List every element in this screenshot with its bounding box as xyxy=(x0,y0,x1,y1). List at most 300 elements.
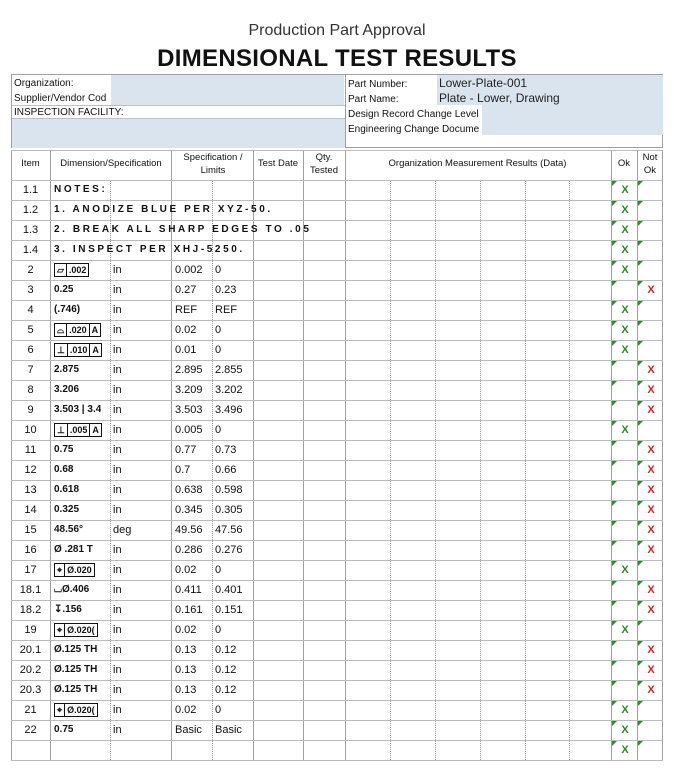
row-dimension xyxy=(54,623,98,637)
row-item-number: 1.2 xyxy=(22,204,39,216)
comment-indicator-icon xyxy=(612,241,617,246)
ok-checkbox[interactable] xyxy=(612,541,637,560)
ok-mark: X xyxy=(621,564,629,576)
not-ok-checkbox[interactable] xyxy=(638,621,662,640)
gdt-symbol-icon: ⊥ xyxy=(55,424,68,436)
not-ok-checkbox[interactable] xyxy=(638,741,662,760)
not-ok-mark: X xyxy=(647,284,655,296)
table-row xyxy=(11,700,663,720)
not-ok-mark: X xyxy=(647,504,655,516)
row-item-number: 12 xyxy=(24,464,37,476)
comment-indicator-icon xyxy=(612,261,617,266)
comment-indicator-icon xyxy=(638,481,643,486)
row-upper-limit: 0.02 xyxy=(175,624,197,636)
row-unit: in xyxy=(113,284,122,296)
gdt-symbol-icon: ⌖ xyxy=(55,704,65,716)
row-item-number: 1.3 xyxy=(22,224,39,236)
table-row xyxy=(11,560,663,580)
comment-indicator-icon xyxy=(612,641,617,646)
comment-indicator-icon xyxy=(638,461,643,466)
row-upper-limit: 3.503 xyxy=(175,404,203,416)
comment-indicator-icon xyxy=(612,361,617,366)
row-unit: in xyxy=(113,404,122,416)
row-upper-limit: 0.02 xyxy=(175,704,197,716)
comment-indicator-icon xyxy=(612,501,617,506)
fcf-value: .002 xyxy=(68,265,87,275)
not-ok-checkbox[interactable] xyxy=(638,461,662,480)
organization-label: Organization: xyxy=(14,78,74,89)
part-number-label: Part Number: xyxy=(348,79,408,90)
table-row xyxy=(11,680,663,700)
comment-indicator-icon xyxy=(612,401,617,406)
not-ok-checkbox[interactable] xyxy=(638,501,662,520)
not-ok-mark: X xyxy=(647,524,655,536)
ok-checkbox[interactable] xyxy=(612,181,637,200)
fcf-value: .010 xyxy=(68,344,91,356)
table-row xyxy=(11,620,663,640)
ok-checkbox[interactable] xyxy=(612,241,637,260)
row-unit: in xyxy=(113,264,122,276)
row-unit: in xyxy=(113,584,122,596)
row-item-number: 5 xyxy=(27,324,34,336)
row-item-number: 1.4 xyxy=(22,244,39,256)
row-unit: in xyxy=(113,724,122,736)
row-unit: in xyxy=(113,444,122,456)
comment-indicator-icon xyxy=(612,661,617,666)
not-ok-checkbox[interactable] xyxy=(638,681,662,700)
not-ok-checkbox[interactable] xyxy=(638,421,662,440)
row-upper-limit: 0.638 xyxy=(175,484,203,496)
not-ok-checkbox[interactable] xyxy=(638,441,662,460)
table-row xyxy=(11,500,663,520)
table-row xyxy=(11,540,663,560)
not-ok-checkbox[interactable] xyxy=(638,361,662,380)
part-name-value: Plate - Lower, Drawing xyxy=(439,91,560,105)
ok-mark: X xyxy=(621,344,629,356)
comment-indicator-icon xyxy=(612,481,617,486)
feature-control-frame xyxy=(54,423,102,437)
row-unit: in xyxy=(113,484,122,496)
row-dimension: (.746) xyxy=(54,304,81,315)
comment-indicator-icon xyxy=(638,221,643,226)
row-dimension: ⌴Ø.406 xyxy=(54,584,90,595)
comment-indicator-icon xyxy=(638,401,643,406)
not-ok-checkbox[interactable] xyxy=(638,181,662,200)
not-ok-mark: X xyxy=(647,364,655,376)
row-item-number: 14 xyxy=(24,504,37,516)
comment-indicator-icon xyxy=(638,721,643,726)
col-header-dimension: Dimension/Specification xyxy=(60,158,162,169)
not-ok-mark: X xyxy=(647,484,655,496)
row-item-number: 15 xyxy=(24,524,37,536)
row-upper-limit: Basic xyxy=(175,724,202,736)
table-row xyxy=(11,460,663,480)
row-upper-limit: 0.13 xyxy=(175,684,197,696)
row-lower-limit: 0.66 xyxy=(215,464,237,476)
not-ok-checkbox[interactable] xyxy=(638,561,662,580)
row-upper-limit: 0.02 xyxy=(175,564,197,576)
not-ok-checkbox[interactable] xyxy=(638,241,662,260)
row-unit: in xyxy=(113,384,122,396)
gdt-symbol-icon: ⏥ xyxy=(55,264,67,276)
fcf-value: A xyxy=(91,325,99,335)
row-upper-limit: 0.01 xyxy=(175,344,197,356)
row-unit: in xyxy=(113,704,122,716)
table-row xyxy=(11,440,663,460)
comment-indicator-icon xyxy=(638,181,643,186)
not-ok-checkbox[interactable] xyxy=(638,701,662,720)
comment-indicator-icon xyxy=(612,281,617,286)
comment-indicator-icon xyxy=(612,461,617,466)
not-ok-mark: X xyxy=(647,664,655,676)
table-row xyxy=(11,480,663,500)
table-row xyxy=(11,180,663,200)
gdt-symbol-icon: ⊥ xyxy=(55,344,68,356)
comment-indicator-icon xyxy=(612,321,617,326)
row-upper-limit: 0.02 xyxy=(175,324,197,336)
comment-indicator-icon xyxy=(638,621,643,626)
table-row xyxy=(11,240,663,260)
row-upper-limit: 0.286 xyxy=(175,544,203,556)
not-ok-checkbox[interactable] xyxy=(638,401,662,420)
feature-control-frame xyxy=(54,563,95,577)
not-ok-checkbox[interactable] xyxy=(638,381,662,400)
not-ok-checkbox[interactable] xyxy=(638,281,662,300)
ok-checkbox[interactable] xyxy=(612,361,637,380)
engineering-change-label: Engineering Change Docume xyxy=(348,124,480,135)
comment-indicator-icon xyxy=(638,641,643,646)
organization-field[interactable] xyxy=(111,75,344,105)
ok-checkbox[interactable] xyxy=(612,581,637,600)
feature-control-frame xyxy=(54,703,98,717)
ok-checkbox[interactable] xyxy=(612,621,637,640)
row-dimension xyxy=(54,343,102,357)
ok-checkbox[interactable] xyxy=(612,401,637,420)
row-lower-limit: REF xyxy=(215,304,237,316)
row-dimension xyxy=(54,263,89,277)
not-ok-mark: X xyxy=(647,444,655,456)
ok-mark: X xyxy=(621,744,629,756)
comment-indicator-icon xyxy=(638,581,643,586)
row-lower-limit: 3.496 xyxy=(215,404,243,416)
ok-checkbox[interactable] xyxy=(612,341,637,360)
header-divider xyxy=(345,75,346,148)
comment-indicator-icon xyxy=(638,601,643,606)
comment-indicator-icon xyxy=(612,581,617,586)
comment-indicator-icon xyxy=(612,421,617,426)
table-row xyxy=(11,280,663,300)
not-ok-checkbox[interactable] xyxy=(638,301,662,320)
row-unit: in xyxy=(113,644,122,656)
row-unit: in xyxy=(113,464,122,476)
row-dimension: ↧.156 xyxy=(54,604,82,615)
ok-checkbox[interactable] xyxy=(612,261,637,280)
comment-indicator-icon xyxy=(612,341,617,346)
comment-indicator-icon xyxy=(612,441,617,446)
row-item-number: 11 xyxy=(24,444,37,456)
feature-control-frame xyxy=(54,263,89,277)
row-lower-limit: 0 xyxy=(215,704,222,716)
row-dimension xyxy=(54,703,98,717)
row-unit: in xyxy=(113,604,122,616)
comment-indicator-icon xyxy=(638,261,643,266)
row-dimension: NOTES: xyxy=(54,184,108,195)
gdt-symbol-icon: ⌓ xyxy=(55,324,67,336)
row-unit: in xyxy=(113,504,122,516)
ok-checkbox[interactable] xyxy=(612,461,637,480)
not-ok-checkbox[interactable] xyxy=(638,541,662,560)
ok-checkbox[interactable] xyxy=(612,381,637,400)
inspection-facility-field[interactable] xyxy=(12,118,345,148)
row-upper-limit: 2.895 xyxy=(175,364,203,376)
comment-indicator-icon xyxy=(612,741,617,746)
row-lower-limit: 0 xyxy=(215,324,222,336)
table-row xyxy=(11,400,663,420)
row-lower-limit: 0 xyxy=(215,344,222,356)
not-ok-checkbox[interactable] xyxy=(638,721,662,740)
row-lower-limit: 0.12 xyxy=(215,684,237,696)
row-item-number: 21 xyxy=(24,704,37,716)
table-row xyxy=(11,580,663,600)
table-row xyxy=(11,200,663,220)
row-upper-limit: 0.13 xyxy=(175,644,197,656)
ok-checkbox[interactable] xyxy=(612,741,637,760)
feature-control-frame xyxy=(54,343,102,357)
ok-mark: X xyxy=(621,304,629,316)
row-upper-limit: 0.345 xyxy=(175,504,203,516)
comment-indicator-icon xyxy=(638,381,643,386)
ok-mark: X xyxy=(621,264,629,276)
header-block xyxy=(11,74,663,148)
row-item-number: 1.1 xyxy=(22,184,39,196)
row-lower-limit: 0.151 xyxy=(215,604,243,616)
row-lower-limit: 0 xyxy=(215,564,222,576)
ok-checkbox[interactable] xyxy=(612,441,637,460)
not-ok-checkbox[interactable] xyxy=(638,521,662,540)
ok-checkbox[interactable] xyxy=(612,221,637,240)
col-header-not-ok-2: Ok xyxy=(643,165,657,176)
row-upper-limit: 0.005 xyxy=(175,424,203,436)
row-dimension: 0.75 xyxy=(54,444,74,455)
results-table xyxy=(11,150,663,760)
header-hline-1 xyxy=(12,105,345,106)
row-lower-limit: 0.276 xyxy=(215,544,243,556)
row-item-number: 9 xyxy=(27,404,34,416)
row-dimension: 48.56° xyxy=(54,524,84,535)
comment-indicator-icon xyxy=(638,281,643,286)
ok-checkbox[interactable] xyxy=(612,681,637,700)
comment-indicator-icon xyxy=(612,561,617,566)
not-ok-checkbox[interactable] xyxy=(638,661,662,680)
ok-checkbox[interactable] xyxy=(612,481,637,500)
comment-indicator-icon xyxy=(638,341,643,346)
fcf-value: A xyxy=(92,425,99,435)
row-dimension xyxy=(54,323,101,337)
table-row xyxy=(11,260,663,280)
not-ok-mark: X xyxy=(647,644,655,656)
comment-indicator-icon xyxy=(612,601,617,606)
ok-mark: X xyxy=(621,424,629,436)
row-dimension: 0.25 xyxy=(54,284,74,295)
change-level-field[interactable] xyxy=(482,105,663,135)
feature-control-frame xyxy=(54,323,101,337)
row-dimension: 3. INSPECT PER XHJ-5250. xyxy=(54,244,245,255)
row-dimension: 0.325 xyxy=(54,504,80,515)
ok-checkbox[interactable] xyxy=(612,201,637,220)
row-unit: in xyxy=(113,664,122,676)
row-upper-limit: 0.77 xyxy=(175,444,197,456)
col-header-item: Item xyxy=(21,158,40,169)
table-row xyxy=(11,360,663,380)
row-item-number: 10 xyxy=(24,424,37,436)
row-unit: in xyxy=(113,544,122,556)
ok-mark: X xyxy=(621,724,629,736)
not-ok-checkbox[interactable] xyxy=(638,321,662,340)
ok-mark: X xyxy=(621,324,629,336)
fcf-value: Ø.020 xyxy=(67,565,92,575)
comment-indicator-icon xyxy=(638,681,643,686)
table-row xyxy=(11,220,663,240)
ok-mark: X xyxy=(621,704,629,716)
row-unit: in xyxy=(113,684,122,696)
row-lower-limit: 3.202 xyxy=(215,384,243,396)
table-row xyxy=(11,420,663,440)
comment-indicator-icon xyxy=(612,721,617,726)
table-row xyxy=(11,740,663,760)
row-dimension xyxy=(54,563,95,577)
table-row xyxy=(11,600,663,620)
comment-indicator-icon xyxy=(612,621,617,626)
not-ok-mark: X xyxy=(647,384,655,396)
not-ok-checkbox[interactable] xyxy=(638,261,662,280)
ok-checkbox[interactable] xyxy=(612,321,637,340)
ok-checkbox[interactable] xyxy=(612,301,637,320)
ok-mark: X xyxy=(621,204,629,216)
row-upper-limit: 0.27 xyxy=(175,284,197,296)
comment-indicator-icon xyxy=(612,701,617,706)
row-lower-limit: 0.12 xyxy=(215,644,237,656)
not-ok-checkbox[interactable] xyxy=(638,341,662,360)
gdt-symbol-icon: ⌖ xyxy=(55,564,65,576)
design-record-label: Design Record Change Level xyxy=(348,109,479,120)
row-item-number: 22 xyxy=(24,724,37,736)
row-item-number: 20.1 xyxy=(19,644,42,656)
ok-mark: X xyxy=(621,624,629,636)
not-ok-checkbox[interactable] xyxy=(638,581,662,600)
not-ok-checkbox[interactable] xyxy=(638,641,662,660)
comment-indicator-icon xyxy=(638,241,643,246)
comment-indicator-icon xyxy=(638,301,643,306)
comment-indicator-icon xyxy=(638,361,643,366)
comment-indicator-icon xyxy=(638,521,643,526)
ok-checkbox[interactable] xyxy=(612,561,637,580)
col-header-results: Organization Measurement Results (Data) xyxy=(388,158,567,169)
ok-checkbox[interactable] xyxy=(612,601,637,620)
ok-checkbox[interactable] xyxy=(612,641,637,660)
row-item-number: 8 xyxy=(27,384,34,396)
row-item-number: 20.3 xyxy=(19,684,42,696)
ok-checkbox[interactable] xyxy=(612,281,637,300)
row-unit: in xyxy=(113,304,122,316)
row-item-number: 13 xyxy=(24,484,37,496)
document-subtitle: Production Part Approval xyxy=(248,22,426,39)
row-lower-limit: 0 xyxy=(215,264,222,276)
row-dimension xyxy=(54,423,102,437)
row-item-number: 6 xyxy=(27,344,34,356)
comment-indicator-icon xyxy=(638,541,643,546)
ok-checkbox[interactable] xyxy=(612,661,637,680)
row-lower-limit: Basic xyxy=(215,724,242,736)
comment-indicator-icon xyxy=(638,421,643,426)
not-ok-checkbox[interactable] xyxy=(638,481,662,500)
comment-indicator-icon xyxy=(612,521,617,526)
fcf-value: Ø.020( xyxy=(67,705,95,715)
comment-indicator-icon xyxy=(612,681,617,686)
table-row xyxy=(11,320,663,340)
col-header-test-date: Test Date xyxy=(257,158,299,169)
col-header-ok: Ok xyxy=(617,158,631,169)
grid-hline xyxy=(11,150,663,151)
row-item-number: 2 xyxy=(27,264,34,276)
not-ok-mark: X xyxy=(647,544,655,556)
row-item-number: 18.1 xyxy=(19,584,42,596)
ok-mark: X xyxy=(621,184,629,196)
col-header-qty-2: Tested xyxy=(310,165,338,176)
row-dimension: 0.618 xyxy=(54,484,80,495)
row-upper-limit: 49.56 xyxy=(175,524,203,536)
not-ok-checkbox[interactable] xyxy=(638,221,662,240)
row-upper-limit: 3.209 xyxy=(175,384,203,396)
comment-indicator-icon xyxy=(612,221,617,226)
gdt-symbol-icon: ⌖ xyxy=(55,624,65,636)
row-unit: in xyxy=(113,324,122,336)
row-dimension: 3.503 | 3.4 xyxy=(54,404,102,415)
ok-checkbox[interactable] xyxy=(612,701,637,720)
row-lower-limit: 0.305 xyxy=(215,504,243,516)
row-lower-limit: 47.56 xyxy=(215,524,243,536)
table-row xyxy=(11,340,663,360)
comment-indicator-icon xyxy=(638,741,643,746)
row-item-number: 7 xyxy=(27,364,34,376)
row-dimension: Ø.125 TH xyxy=(54,684,98,695)
col-header-spec-1: Specification / xyxy=(183,152,243,163)
row-unit: deg xyxy=(113,524,132,536)
ok-mark: X xyxy=(621,224,629,236)
part-name-label: Part Name: xyxy=(348,94,399,105)
comment-indicator-icon xyxy=(612,181,617,186)
row-dimension: 3.206 xyxy=(54,384,80,395)
ok-checkbox[interactable] xyxy=(612,721,637,740)
ok-checkbox[interactable] xyxy=(612,501,637,520)
comment-indicator-icon xyxy=(638,561,643,566)
row-item-number: 16 xyxy=(24,544,37,556)
not-ok-mark: X xyxy=(647,604,655,616)
ok-mark: X xyxy=(621,244,629,256)
ok-checkbox[interactable] xyxy=(612,521,637,540)
row-dimension: 2.875 xyxy=(54,364,80,375)
ok-checkbox[interactable] xyxy=(612,421,637,440)
row-upper-limit: 0.411 xyxy=(175,584,202,596)
not-ok-checkbox[interactable] xyxy=(638,201,662,220)
comment-indicator-icon xyxy=(638,321,643,326)
row-lower-limit: 0.12 xyxy=(215,664,237,676)
not-ok-mark: X xyxy=(647,584,655,596)
table-row xyxy=(11,660,663,680)
not-ok-checkbox[interactable] xyxy=(638,601,662,620)
table-row xyxy=(11,300,663,320)
fcf-value: A xyxy=(92,345,99,355)
not-ok-mark: X xyxy=(647,684,655,696)
